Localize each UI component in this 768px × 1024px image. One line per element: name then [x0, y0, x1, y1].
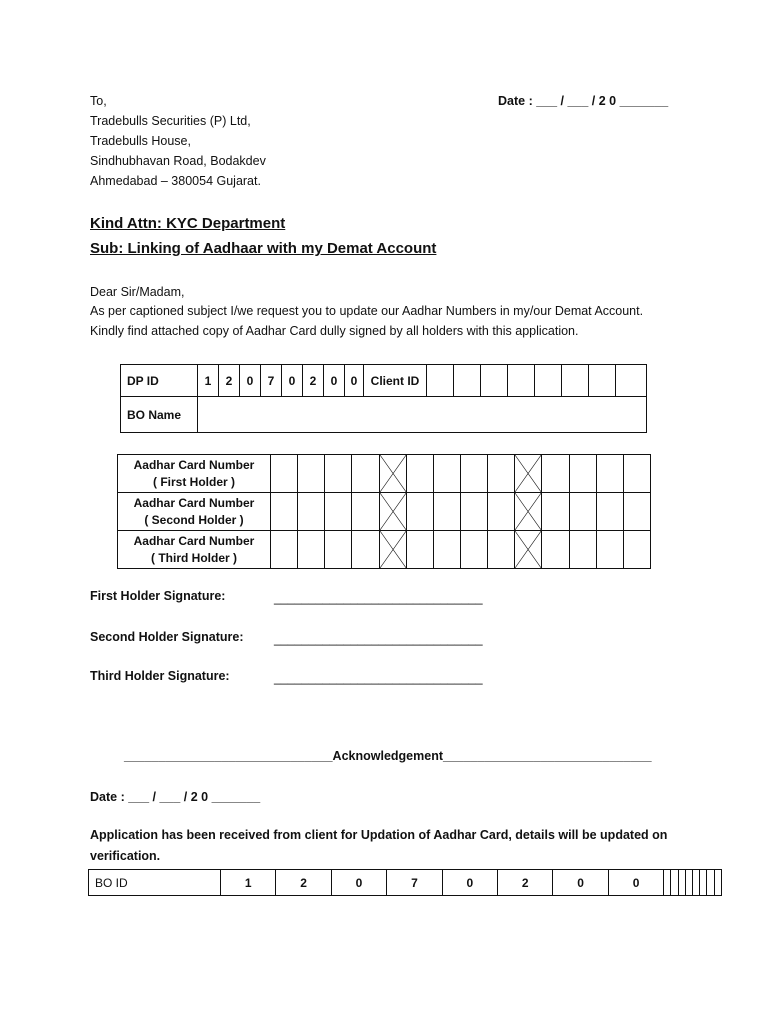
subject-line: Sub: Linking of Aadhaar with my Demat Account — [90, 240, 437, 257]
bo-id-cell[interactable] — [707, 870, 714, 896]
third-holder-signature-label: Third Holder Signature: — [90, 669, 230, 683]
client-id-cell[interactable] — [562, 365, 589, 397]
bo-id-digit: 2 — [276, 870, 331, 896]
aadhar-label-line2: ( Third Holder ) — [151, 550, 237, 565]
aadhar-digit-cell[interactable] — [352, 531, 379, 569]
aadhar-digit-cell[interactable] — [569, 531, 596, 569]
bo-id-cell[interactable] — [678, 870, 685, 896]
cross-icon — [380, 531, 406, 568]
date-field[interactable]: Date : ___ / ___ / 2 0 _______ — [498, 94, 669, 108]
to-label: To, — [90, 94, 107, 108]
bo-id-digit: 1 — [221, 870, 276, 896]
aadhar-digit-cell[interactable] — [325, 493, 352, 531]
aadhar-digit-cell[interactable] — [271, 531, 298, 569]
aadhar-digit-cell[interactable] — [623, 531, 650, 569]
address-line-4: Ahmedabad – 380054 Gujarat. — [90, 174, 261, 188]
dp-id-label: DP ID — [121, 365, 198, 397]
aadhar-label-line1: Aadhar Card Number — [133, 495, 255, 510]
bo-id-cell[interactable] — [685, 870, 692, 896]
cross-icon — [515, 455, 541, 492]
aadhar-digit-cell[interactable] — [460, 531, 487, 569]
cross-icon — [515, 493, 541, 530]
dp-id-digit: 2 — [303, 365, 324, 397]
aadhar-digit-cell[interactable] — [325, 455, 352, 493]
bo-id-cell[interactable] — [664, 870, 671, 896]
aadhar-digit-cell[interactable] — [596, 493, 623, 531]
aadhar-digit-cell[interactable] — [298, 531, 325, 569]
aadhar-digit-cell[interactable] — [460, 455, 487, 493]
aadhar-digit-cell[interactable] — [352, 455, 379, 493]
aadhar-separator-cell — [515, 531, 542, 569]
aadhar-digit-cell[interactable] — [271, 455, 298, 493]
bo-name-label: BO Name — [121, 397, 198, 433]
bo-id-table — [88, 869, 722, 896]
aadhar-label-line1: Aadhar Card Number — [133, 457, 255, 472]
acknowledgement-title: ______________________________Acknowledgement______________________________ — [124, 749, 652, 763]
second-holder-signature-label: Second Holder Signature: — [90, 630, 244, 644]
bo-id-cell[interactable] — [714, 870, 721, 896]
client-id-cell[interactable] — [427, 365, 454, 397]
dp-id-digit: 0 — [324, 365, 345, 397]
client-id-cell[interactable] — [481, 365, 508, 397]
aadhar-digit-cell[interactable] — [325, 531, 352, 569]
aadhar-row-label — [118, 493, 271, 531]
address-line-1: Tradebulls Securities (P) Ltd, — [90, 114, 251, 128]
aadhar-digit-cell[interactable] — [433, 493, 460, 531]
cross-icon — [380, 455, 406, 492]
aadhar-digit-cell[interactable] — [542, 531, 569, 569]
aadhar-digit-cell[interactable] — [596, 531, 623, 569]
dp-id-digit: 1 — [198, 365, 219, 397]
bo-id-digit: 0 — [553, 870, 608, 896]
aadhar-digit-cell[interactable] — [352, 493, 379, 531]
bo-id-cell[interactable] — [700, 870, 707, 896]
aadhar-digit-cell[interactable] — [406, 531, 433, 569]
aadhar-digit-cell[interactable] — [488, 493, 515, 531]
aadhar-digit-cell[interactable] — [488, 455, 515, 493]
bo-id-digit: 0 — [331, 870, 386, 896]
address-line-2: Tradebulls House, — [90, 134, 191, 148]
aadhar-table — [117, 454, 651, 569]
dp-id-digit: 7 — [261, 365, 282, 397]
aadhar-label-line1: Aadhar Card Number — [133, 533, 255, 548]
bo-id-cell[interactable] — [693, 870, 700, 896]
aadhar-separator-cell — [515, 455, 542, 493]
cross-icon — [380, 493, 406, 530]
aadhar-digit-cell[interactable] — [542, 493, 569, 531]
dp-id-digit: 0 — [345, 365, 364, 397]
bo-id-digit: 0 — [608, 870, 663, 896]
dp-id-table — [120, 364, 647, 433]
aadhar-separator-cell — [379, 531, 406, 569]
aadhar-digit-cell[interactable] — [542, 455, 569, 493]
dp-id-digit: 0 — [240, 365, 261, 397]
aadhar-digit-cell[interactable] — [569, 493, 596, 531]
aadhar-row-label — [118, 531, 271, 569]
aadhar-digit-cell[interactable] — [488, 531, 515, 569]
aadhar-digit-cell[interactable] — [271, 493, 298, 531]
third-holder-signature-line[interactable]: ______________________________ — [274, 671, 483, 685]
body-text-1: As per captioned subject I/we request you to update our Aadhar Numbers in my/our Demat Account. — [90, 304, 644, 318]
bo-id-digit: 0 — [442, 870, 497, 896]
aadhar-label-line2: ( First Holder ) — [152, 474, 235, 489]
client-id-cell[interactable] — [616, 365, 647, 397]
client-id-cell[interactable] — [508, 365, 535, 397]
bo-id-digit: 2 — [498, 870, 553, 896]
bo-id-cell[interactable] — [671, 870, 678, 896]
aadhar-digit-cell[interactable] — [433, 455, 460, 493]
client-id-cell[interactable] — [589, 365, 616, 397]
aadhar-digit-cell[interactable] — [298, 493, 325, 531]
client-id-label: Client ID — [364, 365, 427, 397]
aadhar-separator-cell — [379, 455, 406, 493]
acknowledgement-text-1: Application has been received from client for Updation of Aadhar Card, details will be updated on — [90, 828, 668, 842]
attention-line: Kind Attn: KYC Department — [90, 215, 286, 232]
aadhar-digit-cell[interactable] — [460, 493, 487, 531]
aadhar-digit-cell[interactable] — [298, 455, 325, 493]
aadhar-label-line2: ( Second Holder ) — [144, 512, 244, 527]
client-id-cell[interactable] — [454, 365, 481, 397]
aadhar-digit-cell[interactable] — [623, 455, 650, 493]
body-text-2: Kindly find attached copy of Aadhar Card dully signed by all holders with this application. — [90, 324, 579, 338]
salutation: Dear Sir/Madam, — [90, 285, 185, 299]
aadhar-digit-cell[interactable] — [433, 531, 460, 569]
aadhar-digit-cell[interactable] — [406, 455, 433, 493]
aadhar-digit-cell[interactable] — [569, 455, 596, 493]
aadhar-digit-cell[interactable] — [596, 455, 623, 493]
bo-id-digit: 7 — [387, 870, 442, 896]
second-holder-signature-line[interactable]: ______________________________ — [274, 632, 483, 646]
cross-icon — [515, 531, 541, 568]
acknowledgement-text-2: verification. — [90, 849, 161, 863]
first-holder-signature-label: First Holder Signature: — [90, 589, 226, 603]
bo-id-label: BO ID — [89, 870, 221, 896]
aadhar-digit-cell[interactable] — [406, 493, 433, 531]
dp-id-digit: 0 — [282, 365, 303, 397]
aadhar-separator-cell — [515, 493, 542, 531]
dp-id-digit: 2 — [219, 365, 240, 397]
client-id-cell[interactable] — [535, 365, 562, 397]
aadhar-separator-cell — [379, 493, 406, 531]
acknowledgement-date-field[interactable]: Date : ___ / ___ / 2 0 _______ — [90, 790, 261, 804]
aadhar-row-label — [118, 455, 271, 493]
aadhar-digit-cell[interactable] — [623, 493, 650, 531]
address-line-3: Sindhubhavan Road, Bodakdev — [90, 154, 266, 168]
first-holder-signature-line[interactable]: ______________________________ — [274, 591, 483, 605]
bo-name-field[interactable] — [198, 397, 647, 433]
